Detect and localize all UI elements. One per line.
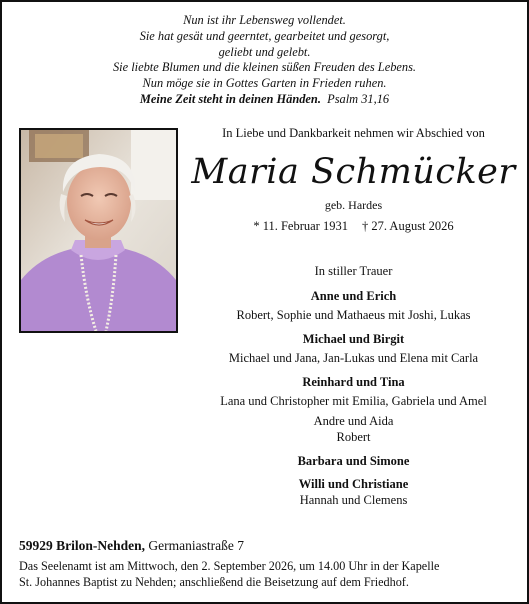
family-group: [178, 476, 529, 508]
verse-reference: Psalm 31,16: [327, 91, 390, 106]
address: [19, 538, 244, 554]
family-line: Michael und Jana, Jan-Lukas und Elena mit Carla: [228, 351, 479, 365]
family-head: Anne und Erich: [310, 289, 397, 303]
birth-date: * 11. Februar 1931: [253, 219, 348, 233]
family-line: Lana und Christopher mit Emilia, Gabriela und Amel: [220, 394, 487, 408]
family-line: Robert: [336, 430, 371, 444]
mourning-label: In stiller Trauer: [314, 264, 393, 278]
bible-verse: [0, 92, 529, 108]
family-head: Willi und Christiane: [298, 477, 409, 491]
address-city: 59929 Brilon-Nehden,: [19, 538, 146, 553]
deceased-name: Maria Schmücker: [191, 152, 516, 192]
portrait-illustration: [21, 130, 176, 331]
family-group: [178, 453, 529, 469]
birth-name: geb. Hardes: [324, 198, 383, 212]
poem-line: Nun möge sie in Gottes Garten in Frieden ruhen.: [142, 76, 387, 91]
poem: [0, 13, 529, 108]
poem-line: Nun ist ihr Lebensweg vollendet.: [183, 13, 346, 27]
poem-line: Sie hat gesät und geerntet, gearbeitet und gesorgt,: [139, 28, 390, 43]
family-line: Andre und Aida: [313, 414, 394, 428]
poem-line: Sie liebte Blumen und die kleinen süßen Freuden des Lebens.: [112, 60, 417, 75]
service-line: Das Seelenamt ist am Mittwoch, den 2. September 2026, um 14.00 Uhr in der Kapelle: [19, 559, 440, 573]
portrait-photo: [19, 128, 178, 333]
family-group: [178, 331, 529, 366]
family-group: [178, 374, 529, 445]
family-head: Barbara und Simone: [297, 454, 410, 468]
family-group: [178, 288, 529, 323]
death-date: † 27. August 2026: [361, 219, 454, 233]
verse-text: Meine Zeit steht in deinen Händen.: [139, 91, 321, 106]
address-street: Germaniastraße 7: [148, 538, 244, 553]
family-line: Robert, Sophie und Mathaeus mit Joshi, Lukas: [236, 308, 471, 322]
family-head: Michael und Birgit: [302, 332, 405, 346]
service-line: St. Johannes Baptist zu Nehden; anschließend die Beisetzung auf dem Friedhof.: [19, 574, 409, 589]
family-line: Hannah und Clemens: [299, 493, 408, 507]
family-head: Reinhard und Tina: [302, 375, 405, 389]
poem-line: geliebt und gelebt.: [218, 44, 311, 59]
service-notice: [19, 559, 519, 590]
life-dates: [178, 219, 529, 234]
farewell-intro: In Liebe und Dankbarkeit nehmen wir Abschied von: [222, 126, 485, 140]
